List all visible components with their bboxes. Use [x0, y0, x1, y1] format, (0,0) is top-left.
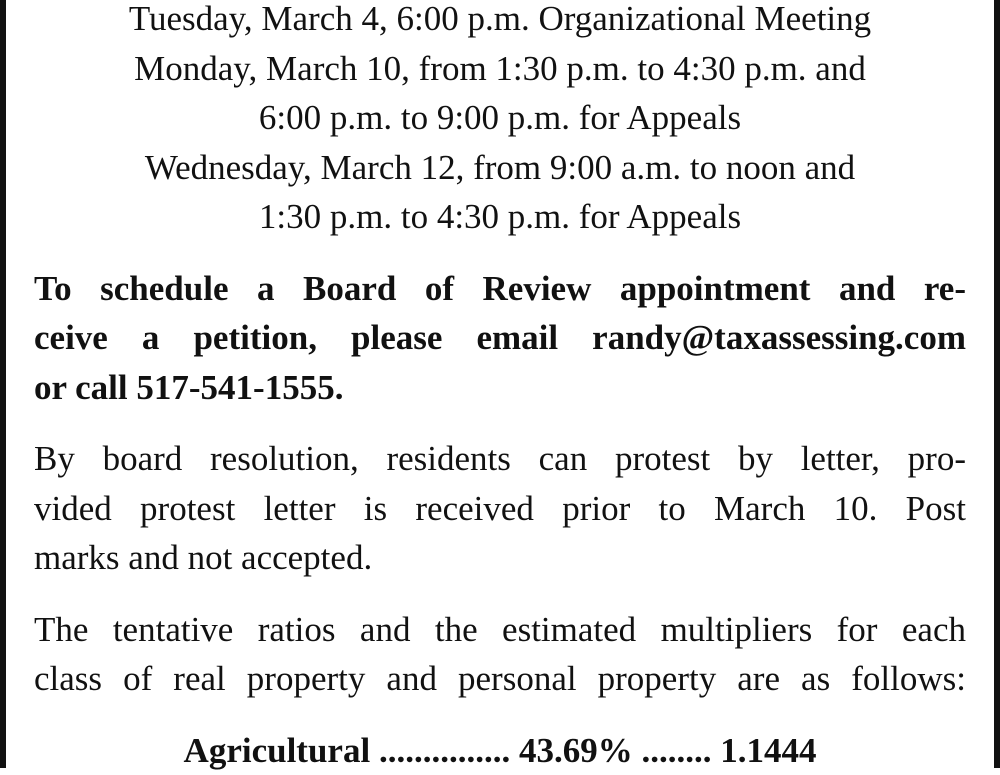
protest-line: vided protest letter is received prior to March 10. Post — [34, 484, 966, 534]
rate-leader: ............... — [379, 731, 510, 770]
rate-class: Agricultural — [184, 731, 371, 770]
appointment-line: To schedule a Board of Review appointment and re- — [34, 264, 966, 314]
protest-line: By board resolution, residents can protest by letter, pro- — [34, 434, 966, 484]
schedule-line: Wednesday, March 12, from 9:00 a.m. to noon and — [34, 143, 966, 193]
schedule-line: 1:30 p.m. to 4:30 p.m. for Appeals — [34, 192, 966, 242]
schedule-line: 6:00 p.m. to 9:00 p.m. for Appeals — [34, 93, 966, 143]
appointment-line: ceive a petition, please email randy@taxassessing.com — [34, 313, 966, 363]
schedule-line: Monday, March 10, from 1:30 p.m. to 4:30 p.m. and — [34, 44, 966, 94]
ratios-line: class of real property and personal property are as follows: — [34, 654, 966, 704]
protest-notice — [34, 434, 966, 583]
ratios-intro — [34, 605, 966, 704]
appointment-notice — [34, 264, 966, 413]
protest-line: marks and not accepted. — [34, 533, 966, 583]
rate-ratio: 43.69% — [519, 731, 633, 770]
schedule-line: Tuesday, March 4, 6:00 p.m. Organizational Meeting — [34, 0, 966, 44]
rate-leader: ........ — [641, 731, 711, 770]
rate-multiplier: 1.1444 — [720, 731, 816, 770]
meeting-schedule — [34, 0, 966, 242]
appointment-line: or call 517-541-1555. — [34, 363, 966, 413]
notice-content — [34, 0, 966, 775]
ratios-line: The tentative ratios and the estimated multipliers for each — [34, 605, 966, 655]
